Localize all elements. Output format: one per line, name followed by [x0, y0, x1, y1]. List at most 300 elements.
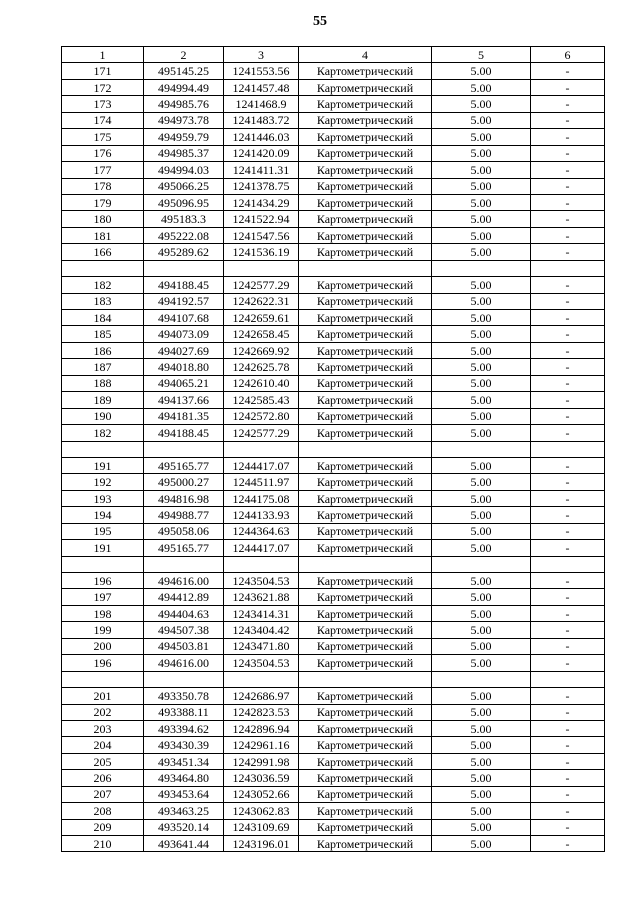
table-cell: - [531, 129, 605, 145]
table-cell: 494994.03 [144, 162, 224, 178]
table-cell: Картометрический [299, 79, 432, 95]
table-cell: - [531, 589, 605, 605]
table-cell: 5.00 [432, 457, 531, 473]
table-cell: - [531, 803, 605, 819]
table-cell: - [531, 819, 605, 835]
table-cell [62, 260, 144, 276]
table-row [62, 342, 605, 358]
table-cell: 494107.68 [144, 310, 224, 326]
table-cell: 5.00 [432, 638, 531, 654]
table-cell: 1243196.01 [224, 836, 299, 852]
table-cell: - [531, 392, 605, 408]
separator-row [62, 441, 605, 457]
table-cell: - [531, 786, 605, 802]
table-cell: - [531, 342, 605, 358]
table-cell: 5.00 [432, 129, 531, 145]
table-cell: 1244417.07 [224, 540, 299, 556]
table-row [62, 803, 605, 819]
table-row [62, 523, 605, 539]
table-cell: 5.00 [432, 490, 531, 506]
table-row [62, 720, 605, 736]
table-cell: 494507.38 [144, 622, 224, 638]
table-cell [531, 671, 605, 687]
table-cell: 179 [62, 194, 144, 210]
header-cell: 2 [144, 47, 224, 63]
table-cell: 178 [62, 178, 144, 194]
table-cell: 1243404.42 [224, 622, 299, 638]
table-cell: 1242622.31 [224, 293, 299, 309]
table-row [62, 310, 605, 326]
table-cell: 5.00 [432, 375, 531, 391]
table-cell: Картометрический [299, 359, 432, 375]
table-cell: Картометрический [299, 425, 432, 441]
table-cell: Картометрический [299, 507, 432, 523]
table-cell: 493388.11 [144, 704, 224, 720]
table-row [62, 457, 605, 473]
table-cell [531, 556, 605, 572]
table-cell: - [531, 507, 605, 523]
table-cell: 495066.25 [144, 178, 224, 194]
table-cell: 1242961.16 [224, 737, 299, 753]
table-cell: - [531, 375, 605, 391]
table-row [62, 244, 605, 260]
table-cell [224, 441, 299, 457]
table-cell: 494065.21 [144, 375, 224, 391]
table-cell: 1244133.93 [224, 507, 299, 523]
table-cell: 494137.66 [144, 392, 224, 408]
table-cell: 5.00 [432, 573, 531, 589]
table-cell: 494188.45 [144, 425, 224, 441]
table-cell: - [531, 194, 605, 210]
table-cell [224, 556, 299, 572]
table-cell: 494188.45 [144, 277, 224, 293]
table-cell: Картометрический [299, 178, 432, 194]
header-cell: 4 [299, 47, 432, 63]
table-cell: 1242659.61 [224, 310, 299, 326]
table-cell: - [531, 277, 605, 293]
table-row [62, 408, 605, 424]
table-cell: - [531, 753, 605, 769]
table-row [62, 638, 605, 654]
table-cell: 1243052.66 [224, 786, 299, 802]
table-cell: - [531, 227, 605, 243]
table-cell: 5.00 [432, 145, 531, 161]
table-cell: 194 [62, 507, 144, 523]
table-row [62, 277, 605, 293]
table-cell: Картометрический [299, 145, 432, 161]
table-cell: 166 [62, 244, 144, 260]
table-cell: 1243621.88 [224, 589, 299, 605]
table-cell: 1241553.56 [224, 63, 299, 79]
table-cell [144, 260, 224, 276]
table-cell: 201 [62, 688, 144, 704]
table-cell: 493464.80 [144, 770, 224, 786]
table-cell: 182 [62, 277, 144, 293]
table-cell: 205 [62, 753, 144, 769]
table-cell: Картометрический [299, 786, 432, 802]
table-cell: 1241468.9 [224, 96, 299, 112]
table-cell: - [531, 770, 605, 786]
table-cell: 174 [62, 112, 144, 128]
table-cell [62, 556, 144, 572]
table-cell: 1241483.72 [224, 112, 299, 128]
table-cell: 1241378.75 [224, 178, 299, 194]
table-row [62, 112, 605, 128]
table-cell: 493453.64 [144, 786, 224, 802]
table-cell: 495289.62 [144, 244, 224, 260]
table-cell: 1242585.43 [224, 392, 299, 408]
table-cell: Картометрический [299, 408, 432, 424]
table-cell: - [531, 737, 605, 753]
table-row [62, 211, 605, 227]
table-cell: 493350.78 [144, 688, 224, 704]
table-cell: 493451.34 [144, 753, 224, 769]
table-cell: - [531, 211, 605, 227]
table-cell: Картометрический [299, 227, 432, 243]
table-cell: 5.00 [432, 655, 531, 671]
table-cell [299, 260, 432, 276]
table-cell: 5.00 [432, 720, 531, 736]
table-cell: 494018.80 [144, 359, 224, 375]
table-row [62, 704, 605, 720]
table-cell: Картометрический [299, 112, 432, 128]
table-body [62, 63, 605, 852]
table-cell: 5.00 [432, 392, 531, 408]
table-cell: Картометрический [299, 162, 432, 178]
header-cell: 6 [531, 47, 605, 63]
table-cell: 494985.76 [144, 96, 224, 112]
table-cell: - [531, 326, 605, 342]
table-cell: 196 [62, 573, 144, 589]
table-cell: 5.00 [432, 753, 531, 769]
table-cell: 1241457.48 [224, 79, 299, 95]
table-cell [432, 671, 531, 687]
table-cell: - [531, 622, 605, 638]
table-cell: 494412.89 [144, 589, 224, 605]
table-cell: 5.00 [432, 227, 531, 243]
table-cell: 495145.25 [144, 63, 224, 79]
table-cell: 5.00 [432, 622, 531, 638]
table-cell: - [531, 178, 605, 194]
table-cell: 5.00 [432, 474, 531, 490]
table-cell: 180 [62, 211, 144, 227]
separator-row [62, 556, 605, 572]
table-cell: 197 [62, 589, 144, 605]
table-row [62, 573, 605, 589]
table-cell: 1242577.29 [224, 425, 299, 441]
table-cell [531, 260, 605, 276]
table-cell: 192 [62, 474, 144, 490]
table-cell: 1243471.80 [224, 638, 299, 654]
table-cell [299, 441, 432, 457]
table-cell: Картометрический [299, 129, 432, 145]
table-row [62, 129, 605, 145]
table-row [62, 392, 605, 408]
table-cell [299, 671, 432, 687]
table-cell: 185 [62, 326, 144, 342]
table-cell: Картометрический [299, 392, 432, 408]
table-cell: 1242686.97 [224, 688, 299, 704]
table-cell: - [531, 457, 605, 473]
table-cell: - [531, 605, 605, 621]
table-cell: 182 [62, 425, 144, 441]
table-cell: 5.00 [432, 162, 531, 178]
table-cell: Картометрический [299, 194, 432, 210]
table-cell [62, 441, 144, 457]
table-cell: 5.00 [432, 277, 531, 293]
table-cell: 1244511.97 [224, 474, 299, 490]
table-cell: 494192.57 [144, 293, 224, 309]
header-row [62, 47, 605, 63]
table-cell: 1244364.63 [224, 523, 299, 539]
table-cell: 495222.08 [144, 227, 224, 243]
table-row [62, 507, 605, 523]
table-cell: 1241536.19 [224, 244, 299, 260]
table-cell: 210 [62, 836, 144, 852]
table-row [62, 425, 605, 441]
table-cell: Картометрический [299, 622, 432, 638]
table-cell: 494985.37 [144, 145, 224, 161]
table-cell: 1243062.83 [224, 803, 299, 819]
table-cell: 1242625.78 [224, 359, 299, 375]
header-cell: 5 [432, 47, 531, 63]
table-cell: 494959.79 [144, 129, 224, 145]
table-cell: - [531, 145, 605, 161]
table-cell: 177 [62, 162, 144, 178]
table-cell: Картометрический [299, 63, 432, 79]
table-cell: 5.00 [432, 96, 531, 112]
table-cell: 494616.00 [144, 573, 224, 589]
separator-row [62, 260, 605, 276]
table-cell: 5.00 [432, 589, 531, 605]
table-cell: 5.00 [432, 507, 531, 523]
table-row [62, 96, 605, 112]
table-cell: Картометрический [299, 244, 432, 260]
table-cell: Картометрический [299, 704, 432, 720]
table-row [62, 819, 605, 835]
table-cell: - [531, 408, 605, 424]
table-cell: Картометрический [299, 211, 432, 227]
table-row [62, 688, 605, 704]
table-cell: 495000.27 [144, 474, 224, 490]
table-cell: 5.00 [432, 112, 531, 128]
table-row [62, 737, 605, 753]
table-cell: 495165.77 [144, 457, 224, 473]
table-cell: 175 [62, 129, 144, 145]
table-cell: - [531, 540, 605, 556]
table-row [62, 474, 605, 490]
table-cell: 1242991.98 [224, 753, 299, 769]
table-cell: 198 [62, 605, 144, 621]
table-cell: 1241420.09 [224, 145, 299, 161]
table-cell: - [531, 573, 605, 589]
table-cell: Картометрический [299, 573, 432, 589]
table-cell: 1242610.40 [224, 375, 299, 391]
table-cell: Картометрический [299, 819, 432, 835]
table-cell: Картометрический [299, 457, 432, 473]
table-cell: 5.00 [432, 688, 531, 704]
table-row [62, 79, 605, 95]
table-row [62, 359, 605, 375]
table-cell: 5.00 [432, 244, 531, 260]
table-cell: 183 [62, 293, 144, 309]
table-cell: 171 [62, 63, 144, 79]
table-cell: 5.00 [432, 408, 531, 424]
table-cell: 203 [62, 720, 144, 736]
table-cell: 196 [62, 655, 144, 671]
table-cell: 1242823.53 [224, 704, 299, 720]
table-cell: 5.00 [432, 211, 531, 227]
table-cell: 5.00 [432, 770, 531, 786]
table-cell: - [531, 523, 605, 539]
table-row [62, 293, 605, 309]
table-cell: - [531, 474, 605, 490]
table-cell: - [531, 638, 605, 654]
table-cell: 1243109.69 [224, 819, 299, 835]
table-cell: 1244175.08 [224, 490, 299, 506]
table-cell: Картометрический [299, 490, 432, 506]
table-cell: 1241547.56 [224, 227, 299, 243]
table-row [62, 622, 605, 638]
table-cell: 493430.39 [144, 737, 224, 753]
table-cell: Картометрический [299, 523, 432, 539]
table-cell: 1243504.53 [224, 655, 299, 671]
table-cell: 1241411.31 [224, 162, 299, 178]
table-cell: - [531, 720, 605, 736]
table-cell: - [531, 244, 605, 260]
table-cell: 5.00 [432, 819, 531, 835]
table-cell: 5.00 [432, 326, 531, 342]
table-row [62, 375, 605, 391]
table-cell: - [531, 688, 605, 704]
table-cell: Картометрический [299, 96, 432, 112]
table-cell: Картометрический [299, 688, 432, 704]
table-cell: 1242577.29 [224, 277, 299, 293]
table-row [62, 770, 605, 786]
table-cell: 181 [62, 227, 144, 243]
table-cell: 184 [62, 310, 144, 326]
table-cell [224, 671, 299, 687]
table-row [62, 540, 605, 556]
table-cell: 189 [62, 392, 144, 408]
table-cell: Картометрический [299, 753, 432, 769]
table-cell: Картометрический [299, 803, 432, 819]
table-cell: 495165.77 [144, 540, 224, 556]
header-cell: 3 [224, 47, 299, 63]
table-cell: 1244417.07 [224, 457, 299, 473]
table-row [62, 162, 605, 178]
table-cell: 5.00 [432, 540, 531, 556]
table-cell: 5.00 [432, 178, 531, 194]
table-cell: 1241522.94 [224, 211, 299, 227]
table-cell: 493520.14 [144, 819, 224, 835]
table-cell: 202 [62, 704, 144, 720]
table-cell: 493641.44 [144, 836, 224, 852]
table-cell: 494973.78 [144, 112, 224, 128]
table-cell: 5.00 [432, 194, 531, 210]
table-cell: Картометрический [299, 737, 432, 753]
table-cell: - [531, 655, 605, 671]
table-cell: Картометрический [299, 310, 432, 326]
table-cell: Картометрический [299, 540, 432, 556]
table-cell: 1243414.31 [224, 605, 299, 621]
table-cell: 204 [62, 737, 144, 753]
table-cell: 172 [62, 79, 144, 95]
table-cell: Картометрический [299, 655, 432, 671]
table-cell: - [531, 359, 605, 375]
table-cell: 494988.77 [144, 507, 224, 523]
table-cell: 1242658.45 [224, 326, 299, 342]
table-cell: Картометрический [299, 326, 432, 342]
table-row [62, 589, 605, 605]
table-cell: 5.00 [432, 425, 531, 441]
table-cell: 493463.25 [144, 803, 224, 819]
table-cell: 1243036.59 [224, 770, 299, 786]
table-cell: 190 [62, 408, 144, 424]
table-cell: - [531, 96, 605, 112]
table-cell: 200 [62, 638, 144, 654]
table-cell: Картометрический [299, 720, 432, 736]
table-cell: 199 [62, 622, 144, 638]
table-cell [144, 441, 224, 457]
table-cell: 1243504.53 [224, 573, 299, 589]
coordinates-table [61, 46, 605, 852]
table-cell: Картометрический [299, 277, 432, 293]
table-cell: 1242896.94 [224, 720, 299, 736]
table-cell: 176 [62, 145, 144, 161]
table-cell: 494816.98 [144, 490, 224, 506]
table-cell: 495096.95 [144, 194, 224, 210]
table-cell: - [531, 162, 605, 178]
table-cell: 494181.35 [144, 408, 224, 424]
table-cell: 1241446.03 [224, 129, 299, 145]
table-cell: Картометрический [299, 293, 432, 309]
table-cell [144, 556, 224, 572]
table-cell: 5.00 [432, 79, 531, 95]
separator-row [62, 671, 605, 687]
table-cell: 1242572.80 [224, 408, 299, 424]
table-cell: 186 [62, 342, 144, 358]
table-cell: 173 [62, 96, 144, 112]
table-cell [432, 260, 531, 276]
table-row [62, 605, 605, 621]
table-cell: 209 [62, 819, 144, 835]
table-cell: Картометрический [299, 375, 432, 391]
table-cell [299, 556, 432, 572]
table-cell: 495183.3 [144, 211, 224, 227]
table-cell: 193 [62, 490, 144, 506]
table-cell: 5.00 [432, 836, 531, 852]
table-cell: 207 [62, 786, 144, 802]
table-cell: - [531, 79, 605, 95]
table-cell: Картометрический [299, 836, 432, 852]
table-cell: 5.00 [432, 737, 531, 753]
table-cell: 5.00 [432, 310, 531, 326]
table-cell [432, 556, 531, 572]
table-cell: 494503.81 [144, 638, 224, 654]
table-cell [62, 671, 144, 687]
table-cell: - [531, 490, 605, 506]
table-cell: 5.00 [432, 786, 531, 802]
table-cell: - [531, 704, 605, 720]
table-cell: 5.00 [432, 359, 531, 375]
table-cell: 188 [62, 375, 144, 391]
table-cell: 5.00 [432, 63, 531, 79]
table-cell: 5.00 [432, 803, 531, 819]
table-cell: Картометрический [299, 474, 432, 490]
table-cell: 195 [62, 523, 144, 539]
table-cell: 206 [62, 770, 144, 786]
